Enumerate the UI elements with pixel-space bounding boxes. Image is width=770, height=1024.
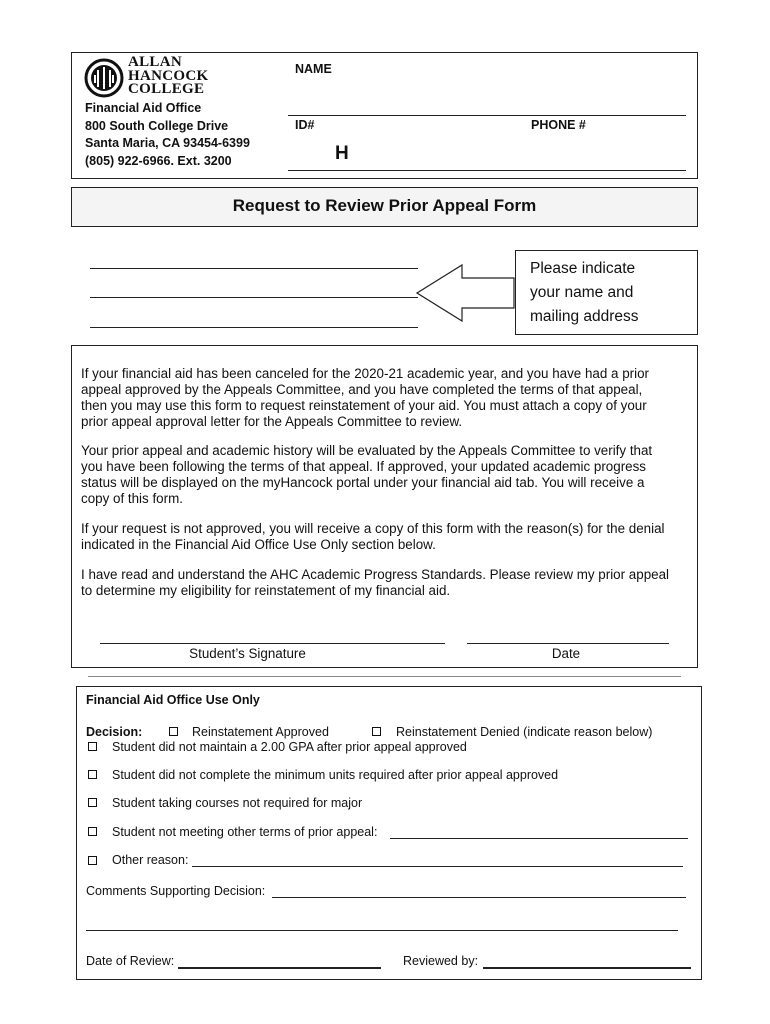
id-label: ID# <box>295 118 315 132</box>
approved-checkbox[interactable] <box>169 727 178 736</box>
text-line: indicated in the Financial Aid Office Use Only section below. <box>81 537 436 552</box>
address-line-3 <box>90 327 418 328</box>
signature-field[interactable] <box>102 624 442 642</box>
instruction-paragraph-3 <box>81 521 665 553</box>
office-use-heading: Financial Aid Office Use Only <box>86 693 260 707</box>
college-seal-icon <box>84 58 124 98</box>
logo-line-3: COLLEGE <box>128 81 205 97</box>
address-line: 800 South College Drive <box>85 118 229 133</box>
reviewed-by-label: Reviewed by: <box>403 954 479 968</box>
instruction-paragraph-1 <box>81 366 649 430</box>
decision-label: Decision: <box>86 725 143 739</box>
separator-line <box>88 676 681 677</box>
reason-terms-label: Student not meeting other terms of prior appeal: <box>112 825 378 839</box>
text-line: I have read and understand the AHC Academic Progress Standards. Please review my prior appeal <box>81 567 670 582</box>
text-line: appeal approved by the Appeals Committee, and you have completed the terms of that appeal, <box>81 382 643 397</box>
address-line: Financial Aid Office <box>85 101 202 115</box>
reason-other-line <box>192 866 683 867</box>
address-field-3[interactable] <box>92 309 416 326</box>
reason-terms-line <box>390 838 688 839</box>
date-field[interactable] <box>470 624 665 642</box>
phone-field[interactable] <box>530 148 680 166</box>
name-label: NAME <box>295 62 332 76</box>
text-line: Your prior appeal and academic history will be evaluated by the Appeals Committee to verify that <box>81 443 653 458</box>
arrow-left-icon <box>416 263 516 325</box>
text-line: If your request is not approved, you will receive a copy of this form with the reason(s) for the denial <box>81 521 665 536</box>
comments-line-2 <box>86 930 678 931</box>
address-line-2 <box>90 297 418 298</box>
text-line: to determine my eligibility for reinstatement of my financial aid. <box>81 583 451 598</box>
prompt-line: your name and <box>530 284 634 301</box>
text-line: copy of this form. <box>81 491 183 506</box>
text-line: status will be displayed on the myHancock portal under your financial aid tab. You will receive a <box>81 475 645 490</box>
reviewed-by-line <box>483 967 691 969</box>
text-line: then you may use this form to request reinstatement of your aid. You must attach a copy of your <box>81 398 647 413</box>
comments-label: Comments Supporting Decision: <box>86 884 266 898</box>
reason-terms-checkbox[interactable] <box>88 827 97 836</box>
text-line: you have been following the terms of that appeal. If approved, your updated academic progress <box>81 459 646 474</box>
prompt-line: mailing address <box>530 308 639 325</box>
reason-gpa-checkbox[interactable] <box>88 742 97 751</box>
address-field-2[interactable] <box>92 279 416 296</box>
date-review-line <box>178 967 381 969</box>
phone-label: PHONE # <box>531 118 586 132</box>
denied-label: Reinstatement Denied (indicate reason below) <box>396 725 653 739</box>
date-line <box>467 643 669 644</box>
date-review-label: Date of Review: <box>86 954 175 968</box>
comments-line-1 <box>272 897 686 898</box>
office-address <box>85 100 250 170</box>
form-title: Request to Review Prior Appeal Form <box>232 196 537 215</box>
name-underline <box>288 115 686 116</box>
logo-line-1: ALLAN <box>128 54 183 70</box>
id-field[interactable] <box>355 148 515 166</box>
reason-other-label: Other reason: <box>112 853 189 867</box>
address-line: (805) 922-6966. Ext. 3200 <box>85 153 232 168</box>
denied-checkbox[interactable] <box>372 727 381 736</box>
text-line: prior appeal approval letter for the Appeals Committee to review. <box>81 414 463 429</box>
reason-units-checkbox[interactable] <box>88 770 97 779</box>
address-field-1[interactable] <box>92 250 416 267</box>
reason-other-checkbox[interactable] <box>88 856 97 865</box>
date-label: Date <box>551 646 581 661</box>
reason-units-label: Student did not complete the minimum units required after prior appeal approved <box>112 768 559 782</box>
approved-label: Reinstatement Approved <box>192 725 329 739</box>
signature-label: Student’s Signature <box>189 646 306 661</box>
id-prefix: H <box>335 143 349 164</box>
college-logo <box>84 54 224 100</box>
logo-line-2: HANCOCK <box>128 67 209 84</box>
reason-courses-label: Student taking courses not required for major <box>112 796 363 810</box>
signature-line <box>100 643 445 644</box>
address-line-1 <box>90 268 418 269</box>
reason-courses-checkbox[interactable] <box>88 798 97 807</box>
reason-gpa-label: Student did not maintain a 2.00 GPA after prior appeal approved <box>112 740 467 754</box>
address-line: Santa Maria, CA 93454-6399 <box>85 136 250 150</box>
instruction-paragraph-2 <box>81 443 652 507</box>
address-prompt <box>530 257 639 329</box>
text-line: If your financial aid has been canceled for the 2020-21 academic year, and you have had a prior <box>81 366 649 381</box>
acknowledgement-paragraph <box>81 567 669 599</box>
id-phone-underline <box>288 170 686 171</box>
name-field[interactable] <box>292 94 684 112</box>
prompt-line: Please indicate <box>530 260 636 277</box>
